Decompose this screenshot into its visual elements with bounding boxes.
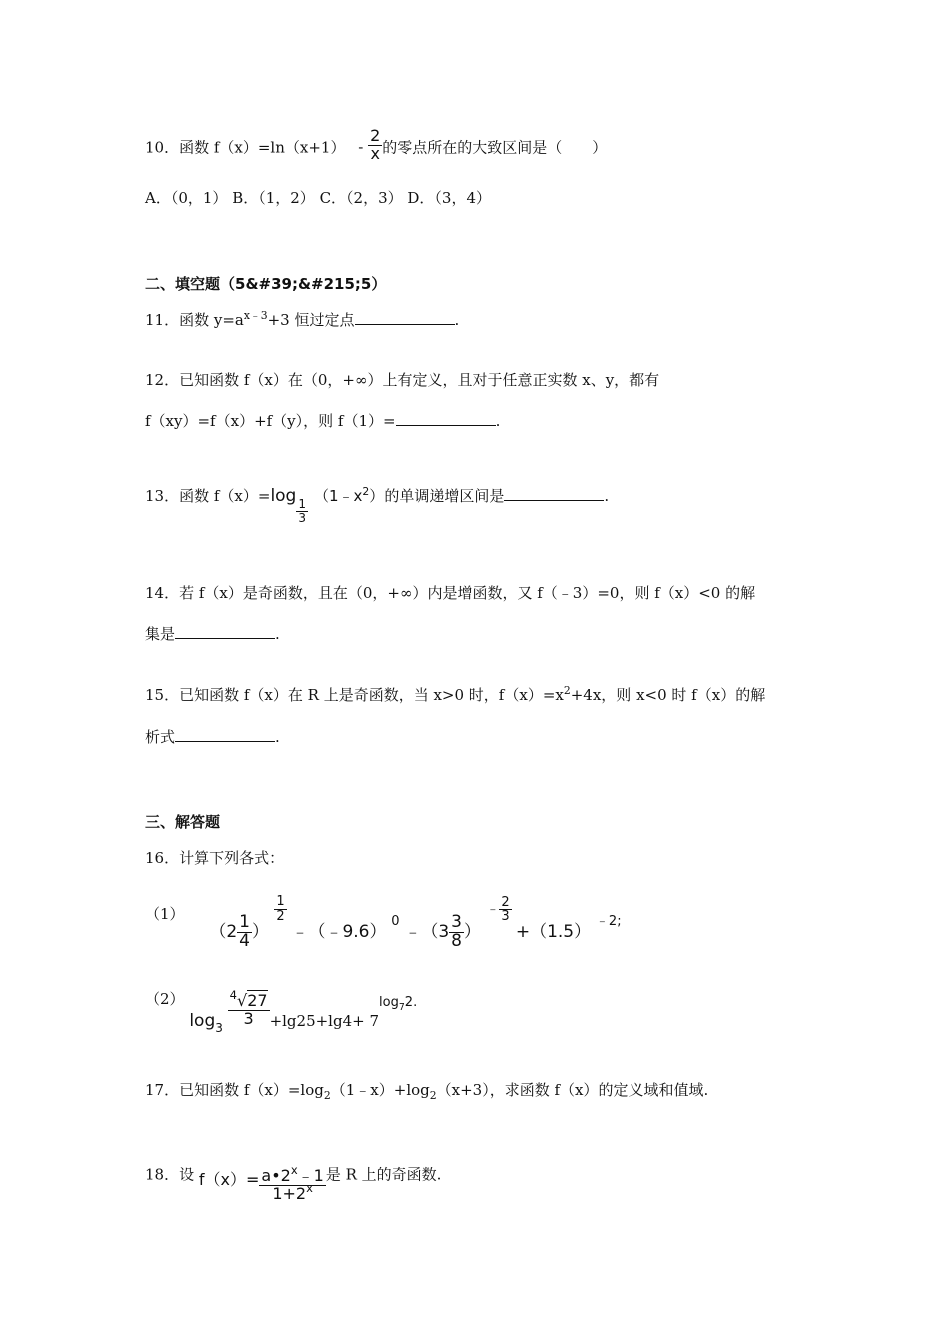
radical-sign-icon: √ [237, 991, 248, 1010]
q16-part1-label: （1） [145, 905, 185, 924]
q13-answer-blank [504, 486, 604, 501]
q13-arg-close: ） [369, 487, 385, 506]
q13-base-numerator: 1 [298, 497, 306, 511]
question-14-line-1: 14．若 f（x）是奇函数，且在（0，+∞）内是增函数，又 f（﹣3）=0，则 f（x）<0 的解 [145, 584, 756, 602]
q18-prefix: 18．设 [145, 1165, 195, 1184]
q16-p1-exp3-num: 2 [501, 894, 510, 910]
q18-den-exp: x [306, 1180, 313, 1195]
q18-num-base: a•2 [261, 1166, 291, 1185]
q15-line2-prefix: 析式 [145, 728, 176, 746]
q18-fraction [259, 1163, 325, 1203]
q16-p1-a-den: 4 [239, 930, 250, 951]
q16-p2-exp-base: 7 [398, 1001, 405, 1013]
question-10 [145, 126, 608, 163]
q10-frac-numerator: 2 [370, 126, 381, 145]
section-2-heading: 二、填空题（5&#39;&#215;5） [145, 275, 387, 293]
q18-num-exp: x [290, 1163, 298, 1178]
question-14-line-2 [145, 624, 280, 644]
question-11 [145, 310, 459, 332]
q17-base-2: 2 [429, 1088, 437, 1102]
q15-answer-blank [175, 727, 275, 742]
q16-p1-exp1-num: 1 [276, 894, 285, 910]
q10-stem-prefix: 10．函数 f（x）=ln（x+1） [145, 138, 346, 157]
q16-p1-exponent-1 [274, 895, 286, 923]
q10-minus: - [358, 138, 364, 157]
q10-stem-suffix: 的零点所在的大致区间是（ ） [382, 138, 608, 157]
q16-p2-exp-arg: 2 [404, 995, 414, 1011]
q11-end: . [454, 311, 460, 329]
q16-part2-label: （2） [145, 990, 185, 1009]
q17-prefix: 17．已知函数 f（x）=log [145, 1081, 324, 1099]
q16-p1-exp3-fraction [499, 896, 511, 924]
question-15-line-1 [145, 685, 765, 707]
q12-answer-blank [396, 411, 496, 426]
q16-p2-middle: +lg25+lg4+ 7 [269, 1012, 380, 1031]
q17-middle: （1﹣x）+log [330, 1081, 430, 1099]
q11-exponent: x﹣3 [243, 308, 268, 322]
q16-p1-term-d: +（1.5） [515, 922, 592, 943]
q10-frac-denominator: x [370, 143, 380, 163]
q13-log: log [270, 486, 297, 507]
q16-p1-c-open: ﹣（3 [404, 922, 450, 943]
q16-p2-log: log [189, 1011, 216, 1032]
q18-function: f（x）= [198, 1170, 260, 1190]
q13-base-denominator: 3 [298, 510, 306, 525]
q16-p1-c-den: 8 [451, 930, 462, 951]
question-15-line-2 [145, 727, 280, 747]
q16-p2-radicand: 27 [247, 991, 268, 1010]
q12-end: . [495, 412, 501, 430]
q17-base-1: 2 [323, 1088, 331, 1102]
q16-p2-exponent [379, 995, 418, 1013]
q16-p1-a-close: ） [251, 922, 269, 943]
q16-p1-end: ; [617, 914, 622, 930]
q13-argument: （1﹣x [314, 487, 363, 506]
question-16-title: 16．计算下列各式： [145, 849, 285, 867]
q10-fraction [368, 128, 382, 163]
q11-suffix: +3 恒过定点 [267, 311, 355, 329]
q13-prefix: 13．函数 f（x）= [145, 487, 271, 506]
q15-line1-prefix: 15．已知函数 f（x）在 R 上是奇函数，当 x>0 时，f（x）=x [145, 686, 564, 704]
q16-p1-exponent-3 [486, 894, 515, 925]
q16-p2-fraction [228, 988, 270, 1028]
question-17 [145, 1080, 708, 1102]
q16-p2-root-index: 4 [229, 988, 237, 1003]
q16-part-2 [145, 985, 418, 1036]
q16-p1-a-num: 1 [239, 912, 250, 932]
q11-answer-blank [355, 310, 455, 325]
q16-p2-end: . [413, 995, 418, 1011]
q15-line1-suffix: +4x，则 x<0 时 f（x）的解 [570, 686, 766, 704]
question-12-line-2 [145, 411, 500, 431]
q16-p1-exponent-2: 0 [391, 914, 400, 930]
q13-suffix: 的单调递增区间是 [384, 487, 505, 506]
q16-p1-term-c [404, 912, 486, 951]
question-12-line-1: 12．已知函数 f（x）在（0，+∞）上有定义，且对于任意正实数 x、y，都有 [145, 371, 660, 389]
q16-p2-exp-log: log [379, 995, 399, 1011]
q16-p1-exponent-4: ﹣2 [595, 914, 618, 930]
q14-end: . [275, 625, 280, 643]
q16-p2-log-base: 3 [215, 1021, 223, 1036]
q16-p1-term-a [209, 912, 274, 951]
q18-den-base: 1+2 [272, 1183, 307, 1203]
q10-options: A．（0，1） B．（1，2） C．（2，3） D．（3，4） [145, 189, 492, 207]
q16-p1-c-num: 3 [451, 912, 462, 932]
q16-p1-a-open: （2 [209, 922, 238, 943]
q18-denominator [259, 1180, 325, 1203]
q13-log-base [296, 498, 308, 524]
q18-suffix: 是 R 上的奇函数. [325, 1165, 442, 1184]
q14-answer-blank [175, 624, 275, 639]
q15-exponent: 2 [563, 683, 571, 697]
question-13 [145, 484, 610, 525]
q16-p1-term-b: ﹣（﹣9.6） [291, 922, 387, 943]
q17-suffix: （x+3），求函数 f（x）的定义域和值域. [436, 1081, 709, 1099]
q14-line2-prefix: 集是 [145, 625, 176, 643]
q16-p1-exp3-den: 3 [501, 909, 510, 925]
q16-p1-exp3-sign: ﹣ [486, 902, 500, 918]
q13-end: . [604, 487, 610, 506]
q16-p1-c-fraction [449, 914, 464, 951]
q16-p1-exp1-den: 2 [276, 908, 285, 924]
q15-end: . [275, 728, 280, 746]
q16-p1-c-close: ） [464, 922, 481, 943]
q16-p1-a-fraction [237, 914, 252, 951]
q12-line2-prefix: f（xy）=f（x）+f（y），则 f（1）= [145, 412, 396, 430]
q11-prefix: 11．函数 y=a [145, 311, 244, 329]
section-3-heading: 三、解答题 [145, 813, 221, 831]
q16-p2-denominator: 3 [243, 1008, 254, 1028]
q16-part-1 [145, 894, 622, 951]
q18-num-tail: ﹣1 [297, 1166, 324, 1185]
q13-arg-exponent: 2 [362, 484, 370, 498]
question-18 [145, 1158, 442, 1203]
